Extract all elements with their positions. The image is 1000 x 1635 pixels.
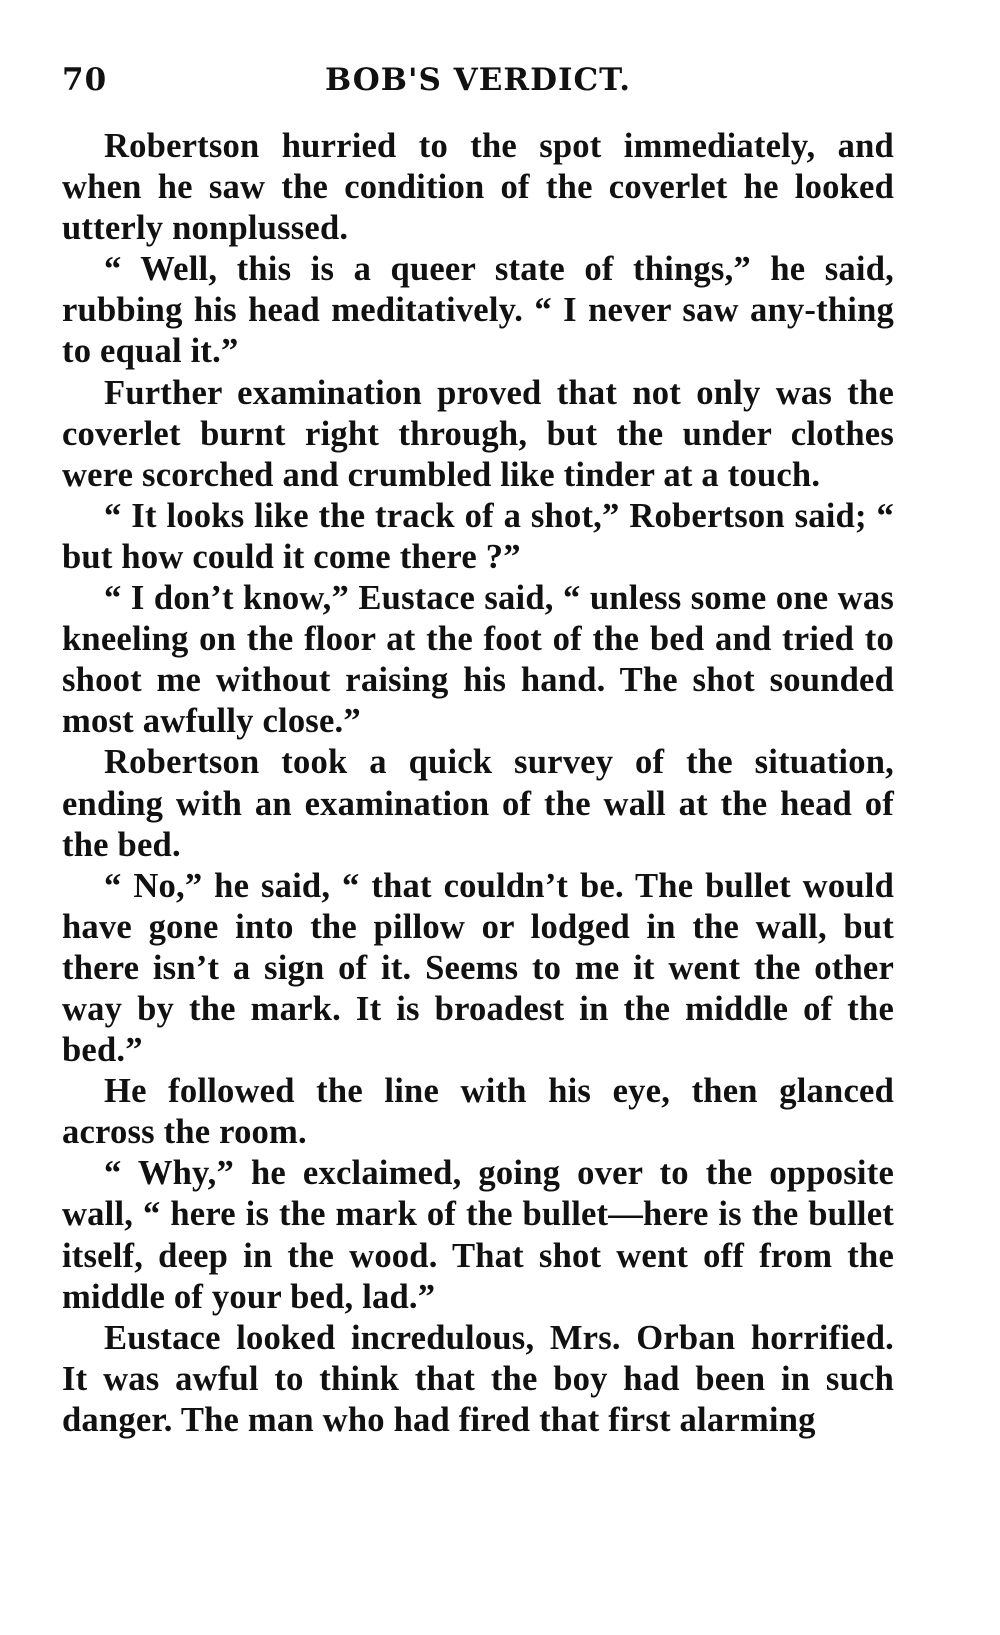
book-page: [62, 50, 894, 1441]
paragraph: Further examination proved that not only was the coverlet burnt right through, but the under clothes were scorched and crumbled like tinder at a touch.: [62, 373, 894, 494]
paragraph: “ No,” he said, “ that couldn’t be. The bullet would have gone into the pillow or lodged in the wall, but there isn’t a sign of it. Seems to me it went the other way by the mark. It is broadest in the middle of the bed.”: [62, 866, 894, 1070]
paragraph: “ Well, this is a queer state of things,” he said, rubbing his head meditatively. “ I never saw any-thing to equal it.”: [62, 250, 894, 371]
page-number: 70: [62, 62, 108, 98]
paragraph: Eustace looked incredulous, Mrs. Orban horrified. It was awful to think that the boy had been in such danger. The man who had fired that first alarming: [62, 1318, 894, 1439]
paragraph: “ Why,” he exclaimed, going over to the opposite wall, “ here is the mark of the bullet—here is the bullet itself, deep in the wood. That shot went off from the middle of your bed, lad.”: [62, 1154, 894, 1316]
paragraph: Robertson took a quick survey of the situation, ending with an examination of the wall at the head of the bed.: [62, 743, 894, 864]
body-text: [62, 126, 894, 1441]
running-title: BOB'S VERDICT.: [324, 62, 632, 98]
paragraph: He followed the line with his eye, then glanced across the room.: [62, 1072, 894, 1152]
paragraph: “ It looks like the track of a shot,” Robertson said; “ but how could it come there ?”: [62, 496, 894, 576]
paragraph: “ I don’t know,” Eustace said, “ unless some one was kneeling on the floor at the foot of the bed and tried to shoot me without raising his hand. The shot sounded most awfully close.”: [62, 579, 894, 741]
running-head: [62, 50, 894, 110]
paragraph: Robertson hurried to the spot immediately, and when he saw the condition of the coverlet he looked utterly nonplussed.: [62, 127, 894, 248]
